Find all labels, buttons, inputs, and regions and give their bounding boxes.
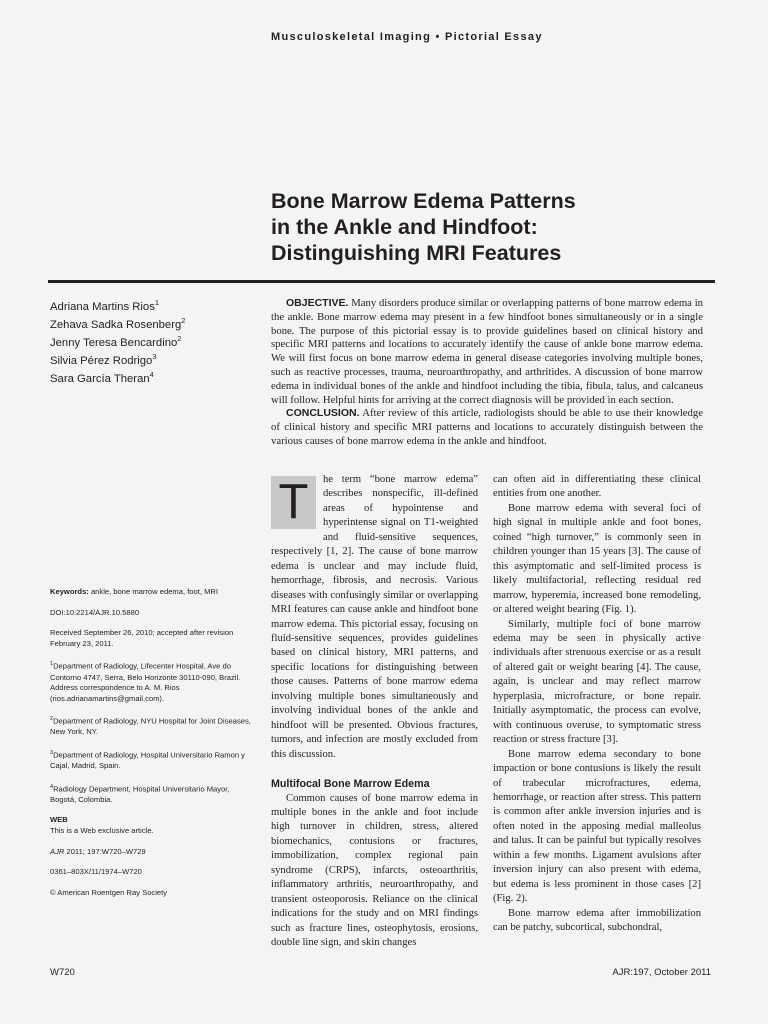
- author-list: [50, 296, 250, 386]
- objective-label: OBJECTIVE.: [286, 297, 349, 309]
- body-paragraph: Bone marrow edema secondary to bone impaction or bone contusions is likely the result of trabecular microfractures, edema, hemorrhage, or reaction after stress. This pattern is common after ankle inversion injuries and is often noted in the apposing medial malleolus and talus. It can be painful but typically resolves within a few months. Ligament avulsions after inversion injury can also present with edema, but edema is less prominent in those cases [2] (Fig. 2).: [493, 748, 701, 905]
- title-line: in the Ankle and Hindfoot:: [271, 215, 538, 239]
- drop-cap: T: [271, 476, 316, 529]
- title-divider: [48, 280, 715, 283]
- abstract: [271, 297, 703, 449]
- author: Silvia Pérez Rodrigo$^3$: [50, 352, 157, 367]
- body-paragraph: Common causes of bone marrow edema in multiple bones in the ankle and foot include high turnover in children, stress, altered biomechanics, contusions or fractures, immobilization, complex regional pain syndrome (CRPS), infarcts, osteoarthritis, inflammatory arthritis, neuroarthropathy, and transient osteoporosis. Reliance on the clinical indications for the study and on MRI findings such as fracture lines, osteophytosis, erosions, double line sign, and skin changes: [271, 792, 478, 949]
- section-header: Musculoskeletal Imaging • Pictorial Essay: [271, 31, 543, 43]
- abstract-objective: [271, 297, 703, 407]
- body-paragraph: Bone marrow edema with several foci of high signal in multiple ankle and foot bones, coined “high turnover,” is commonly seen in children younger than 15 years [3]. The cause of this asymptomatic and self-limited process is likely multifactorial, reflecting residual red marrow, hyperemia, increased bone remodeling, or altered weight bearing (Fig. 1).: [493, 502, 701, 616]
- author: Zehava Sadka Rosenberg$^2$: [50, 316, 186, 331]
- body-paragraph: Similarly, multiple foci of bone marrow edema may be seen in physically active individuals after strenuous exercise or as a result of altered gait or weight bearing [4]. The cause, again, is unclear and may reflect marrow hyperplasia, microfracture, or bone repair. Initially asymptomatic, the process can evolve, with continuous overuse, to symptomatic stress reaction or stress fracture [3].: [493, 618, 701, 746]
- author: Sara García Theran$^4$: [50, 370, 154, 386]
- affiliation: $^1$Department of Radiology, Lifecenter Hospital, Ave do Contorno 4747, Serra, Belo Horizonte 30110-090, Brazil. Address correspondence to A. M. Rios (rios.adrianamartins@gmail.com).: [50, 661, 241, 703]
- affiliation: $^3$Department of Radiology, Hospital Universitario Ramon y Cajal, Madrid, Spain.: [50, 750, 245, 771]
- article-info-sidebar: [50, 587, 256, 908]
- author: Jenny Teresa Bencardino$^2$: [50, 334, 182, 349]
- body-column-right: [493, 473, 701, 936]
- body-paragraph: can often aid in differentiating these clinical entities from one another.: [493, 474, 701, 500]
- affiliation: $^4$Radiology Department, Hospital Universitario Mayor, Bogotá, Colombia.: [50, 783, 230, 804]
- affiliation: $^2$Department of Radiology, NYU Hospital for Joint Diseases, New York, NY.: [50, 716, 251, 737]
- intro-paragraph: T he term “bone marrow edema” describes nonspecific, ill-defined areas of hypointense and hyperintense signal on T1-weighted and fluid-sensitive sequences, respectively [1, 2]. The cause of bone marrow edema is unclear and may include fluid, hemorrhage, fibrosis, and necrosis. Various diseases with confusingly similar or overlapping MRI features can cause ankle and hindfoot bone marrow edema. This pictorial essay, focusing on fluid-sensitive sequences, provides guidelines based on clinical history, MRI patterns, and specific locations for distinguishing between those causes. Patterns of bone marrow edema involving multiple bones simultaneously and involving individual bones of the ankle and hindfoot will be presented. Obvious fractures, tumors, and infection are mostly excluded from this discussion.: [271, 474, 478, 760]
- body-paragraph: Bone marrow edema after immobilization can be patchy, subcortical, subchondral,: [493, 907, 701, 934]
- citation: AJR 2011; 197:W720–W729: [50, 846, 146, 856]
- article-title: [271, 188, 721, 266]
- issn: 0361–803X/11/1974–W720: [50, 867, 142, 877]
- keywords: Keywords: ankle, bone marrow edema, foot, MRI: [50, 587, 218, 596]
- journal-issue: AJR:197, October 2011: [612, 967, 711, 978]
- page-number: W720: [50, 967, 75, 978]
- title-line: Distinguishing MRI Features: [271, 241, 562, 265]
- objective-text: Many disorders produce similar or overlapping patterns of bone marrow edema in the ankle. Bone marrow edema may present in a few hindfoot bones simultaneously or in a single bone. The purpose of this pictorial essay is to provide guidelines based on clinical history and specific MRI patterns and locations to accurately identify the cause of ankle bone marrow edema. We will first focus on bone marrow edema in general disease categories involving multiple bones, such as reactive processes, trauma, neuroarthropathy, and arthritides. A discussion of bone marrow edema in individual bones of the ankle and hindfoot including the tibia, fibula, talus, and calcaneus will follow. Helpful hints for arriving at the correct diagnosis will be provided in each section.: [271, 297, 704, 406]
- section-heading: Multifocal Bone Marrow Edema: [271, 778, 430, 791]
- conclusion-text: After review of this article, radiologists should be able to use their knowledge of clinical history and specific MRI patterns and locations to accurately distinguish between the various causes of bone marrow edema in the ankle and hindfoot.: [271, 407, 703, 447]
- abstract-conclusion: [271, 407, 703, 448]
- author: Adriana Martins Rios$^1$: [50, 298, 160, 313]
- conclusion-label: CONCLUSION.: [286, 407, 360, 420]
- received-dates: Received September 26, 2010; accepted after revision February 23, 2011.: [50, 628, 234, 648]
- title-line: Bone Marrow Edema Patterns: [271, 189, 576, 213]
- body-column-left: [271, 473, 478, 951]
- copyright: © American Roentgen Ray Society: [50, 887, 168, 897]
- web-note: WEB This is a Web exclusive article.: [50, 815, 154, 836]
- doi: DOI:10.2214/AJR.10.5880: [50, 607, 140, 617]
